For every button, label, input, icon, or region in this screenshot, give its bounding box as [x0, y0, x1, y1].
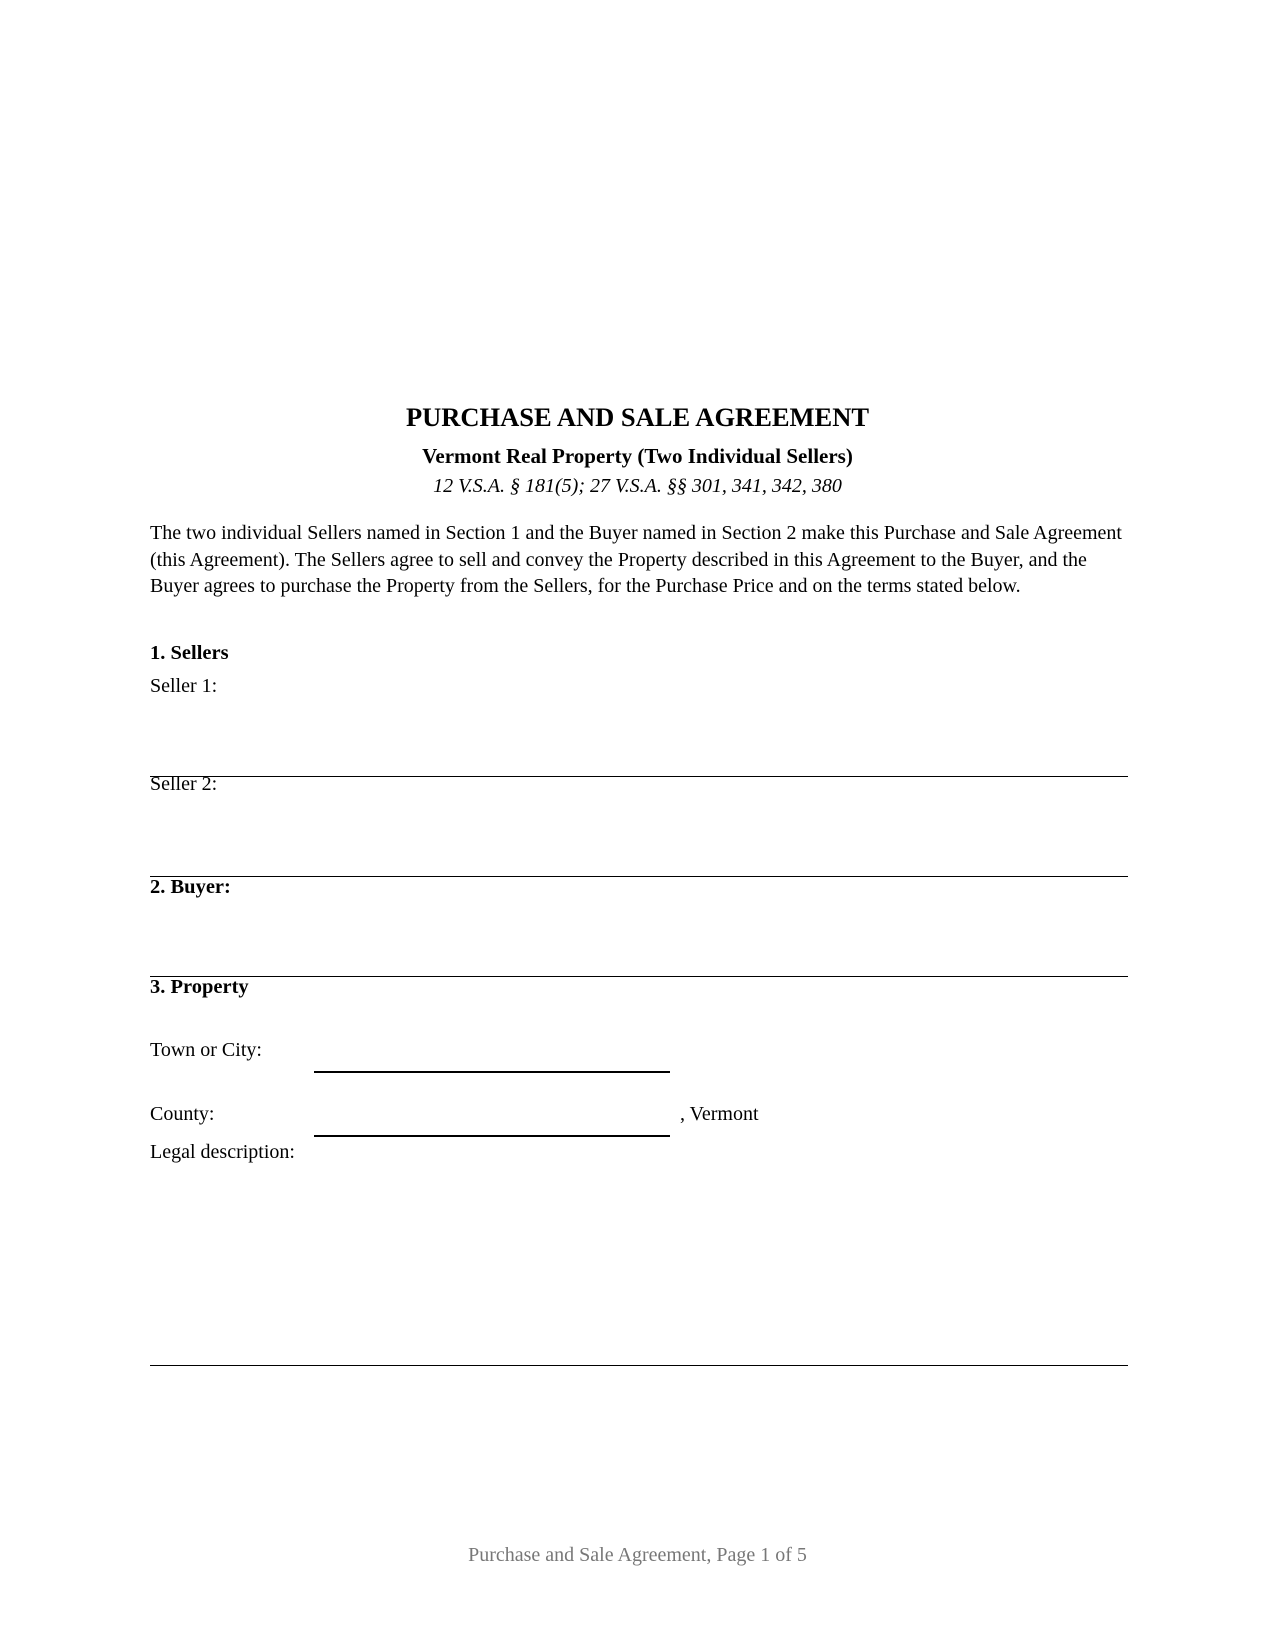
county-suffix: , Vermont	[680, 1103, 759, 1125]
seller2-label: Seller 2:	[150, 773, 218, 795]
town-field[interactable]	[314, 1071, 670, 1073]
page-footer: Purchase and Sale Agreement, Page 1 of 5	[468, 1544, 807, 1566]
seller2-line[interactable]	[150, 876, 1128, 877]
document-subtitle: Vermont Real Property (Two Individual Sellers)	[422, 444, 853, 468]
county-field[interactable]	[314, 1135, 670, 1137]
legal-description-label: Legal description:	[150, 1141, 295, 1163]
section-property-heading: 3. Property	[150, 976, 249, 998]
town-label: Town or City:	[150, 1039, 262, 1061]
statute-citations: 12 V.S.A. § 181(5); 27 V.S.A. §§ 301, 341, 342, 380	[433, 475, 842, 497]
buyer-line[interactable]	[150, 976, 1128, 977]
seller1-label: Seller 1:	[150, 675, 218, 697]
legal-description-line[interactable]	[150, 1365, 1128, 1366]
county-label: County:	[150, 1103, 215, 1125]
document-title: PURCHASE AND SALE AGREEMENT	[405, 402, 870, 432]
section-buyer-heading: 2. Buyer:	[150, 876, 231, 898]
section-sellers-heading: 1. Sellers	[150, 642, 229, 664]
intro-paragraph: The two individual Sellers named in Section 1 and the Buyer named in Section 2 make this Purchase and Sale Agreement (this Agreement). The Sellers agree to sell and convey the Property described in this Agreement to the Buyer, and the Buyer agrees to purchase the Property from the Sellers, for the Purchase Price and on the terms stated below.	[150, 522, 1122, 598]
seller1-line[interactable]	[150, 776, 1128, 777]
